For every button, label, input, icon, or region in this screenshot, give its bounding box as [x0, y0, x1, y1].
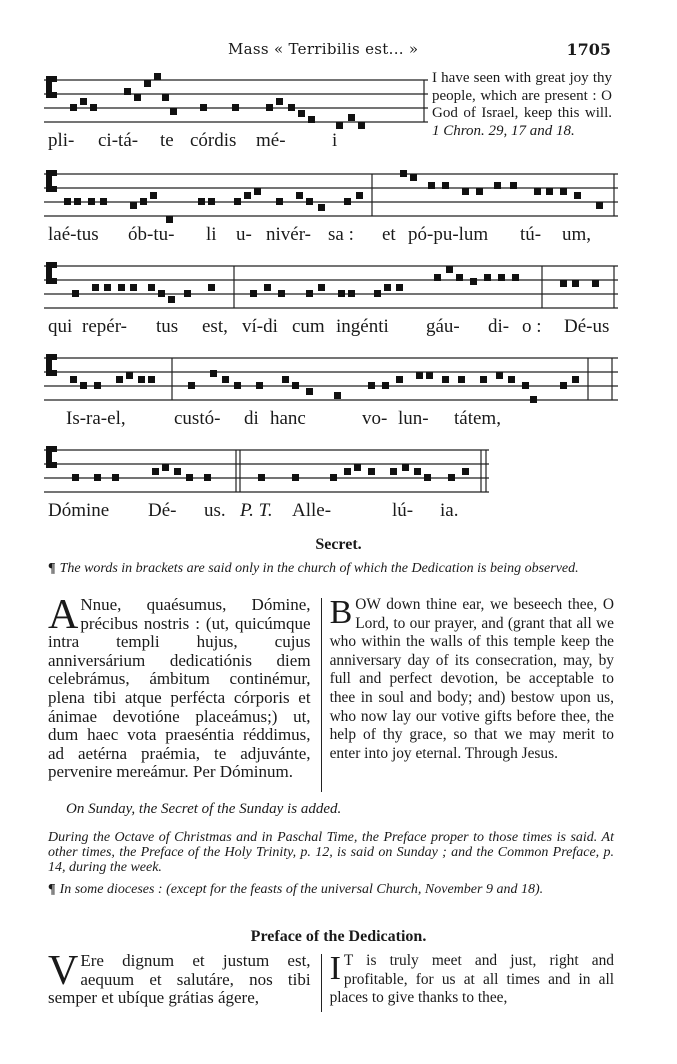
syllable: córdis: [190, 130, 237, 151]
syllable: gáu-: [426, 316, 460, 337]
pilcrow-icon: ¶: [48, 561, 56, 576]
dropcap: B: [329, 594, 353, 631]
syllable: Dé-us: [564, 316, 610, 337]
chant-staff-1: [44, 64, 428, 130]
syllable: um,: [562, 224, 592, 245]
column-divider: [321, 954, 322, 1012]
syllable: sa :: [328, 224, 354, 245]
syllable: te: [160, 130, 174, 151]
syllable: Alle-: [292, 500, 332, 521]
chant-staff-2: [44, 158, 618, 224]
preface-latin-text: Ere dignum et justum est, aequum et salutáre, nos tibi semper et ubíque grátias ágere,: [48, 951, 311, 1008]
syllable: ób-tu-: [128, 224, 175, 245]
running-head: [0, 40, 677, 62]
dropcap: V: [48, 948, 79, 994]
preface-latin: [48, 948, 317, 1012]
syllable: vo-: [362, 408, 388, 429]
chant-line-4: [44, 342, 618, 436]
syllable: custó-: [174, 408, 221, 429]
preface-english: [326, 952, 614, 1012]
syllable: ví-di: [242, 316, 278, 337]
column-divider: [321, 598, 322, 792]
chant-lyrics-1: [44, 130, 428, 158]
syllable: nivér-: [266, 224, 311, 245]
dropcap: A: [48, 592, 79, 638]
syllable: pli-: [48, 130, 75, 151]
preface-prayer: [48, 948, 614, 1012]
syllable: cum: [292, 316, 325, 337]
syllable: Dé-: [148, 500, 177, 521]
dioceses-rubric-text: In some dioceses : (except for the feasts of the universal Church, November 9 and 18).: [59, 882, 544, 897]
chant-lyrics-2: [44, 224, 618, 252]
syllable: lú-: [392, 500, 414, 521]
chant-staff-4: [44, 342, 618, 408]
syllable: tus: [156, 316, 179, 337]
preface-english-text: T is truly meet and just, right and profitable, for us at all times and in all places to give thanks to thee,: [329, 952, 614, 1007]
dropcap: I: [329, 950, 341, 987]
chant-lyrics-5: [44, 500, 618, 528]
dioceses-rubric: [48, 882, 614, 897]
syllable: est,: [202, 316, 228, 337]
secret-latin: [48, 592, 317, 792]
chant-staff-5: [44, 434, 618, 500]
secret-rubric-text: The words in brackets are said only in the church of which the Dedication is being observed.: [59, 561, 579, 576]
chant-staff-3: [44, 250, 618, 316]
syllable: i: [332, 130, 338, 151]
syllable: di-: [488, 316, 510, 337]
syllable: mé-: [256, 130, 286, 151]
verse-translation: [432, 70, 612, 140]
secret-rubric: [48, 561, 614, 576]
syllable: pó-pu-lum: [408, 224, 489, 245]
secret-prayer: [48, 592, 614, 792]
syllable: tátem,: [454, 408, 501, 429]
chant-lyrics-4: [44, 408, 618, 436]
running-title: Mass « Terribilis est... »: [228, 40, 419, 58]
syllable: lun-: [398, 408, 429, 429]
syllable: us.: [204, 500, 226, 521]
syllable: di: [244, 408, 259, 429]
chant-line-5: [44, 434, 618, 528]
syllable: qui: [48, 316, 73, 337]
syllable: Is-ra-el,: [66, 408, 126, 429]
secret-latin-text: Nnue, quaésumus, Dómine, précibus nostris : (ut, quicúmque intra templi hujus, cujus anniversárium dedicatiónis diem celebrámus, ámbitum continémur, plena tibi atque perfécta córporis et ánimae devotióne placeámus;) ut, dum haec vota praeséntia réddimus, ad aetérna praémia, te adjuvánte, pervenire mereámur. Per Dóminum.: [48, 595, 311, 782]
syllable: laé-tus: [48, 224, 99, 245]
syllable: ingénti: [336, 316, 389, 337]
chant-line-1: [44, 64, 428, 158]
pilcrow-icon: ¶: [48, 882, 56, 897]
preface-heading: Preface of the Dedication.: [250, 928, 427, 945]
chant-lyrics-3: [44, 316, 618, 344]
verse-reference: 1 Chron. 29, 17 and 18.: [432, 122, 575, 139]
syllable: Dómine: [48, 500, 110, 521]
syllable: repér-: [82, 316, 127, 337]
syllable: P. T.: [240, 500, 273, 521]
syllable: u-: [236, 224, 252, 245]
page-number: 1705: [566, 40, 611, 59]
secret-heading: Secret.: [315, 536, 362, 553]
syllable: et: [382, 224, 396, 245]
syllable: ia.: [440, 500, 459, 521]
verse-translation-text: I have seen with great joy thy people, which are present : O God of Israel, keep this will.: [432, 70, 612, 121]
chant-line-2: [44, 158, 618, 252]
secret-english-text: OW down thine ear, we beseech thee, O Lord, to our prayer, and (grant that all we who within the walls of this temple keep the anniversary day of its consecration, may, by full and perfect devotion, be acceptable to thee in soul and body; and) bestow upon us, who now lay our votive gifts before thee, the help of thy grace, so that we may merit to enter into joy eternal. Through Jesus.: [329, 596, 614, 762]
syllable: ci-tá-: [98, 130, 139, 151]
syllable: o :: [522, 316, 542, 337]
secret-english: [326, 596, 614, 792]
syllable: tú-: [520, 224, 542, 245]
syllable: li: [206, 224, 217, 245]
syllable: hanc: [270, 408, 306, 429]
sunday-rubric: On Sunday, the Secret of the Sunday is added.: [66, 801, 342, 817]
preface-rubric: During the Octave of Christmas and in Paschal Time, the Preface proper to those times is said. At other times, the Preface of the Holy Trinity, p. 12, is said on Sunday ; and the Common Preface, p. 14, during the week.: [48, 830, 614, 875]
chant-line-3: [44, 250, 618, 344]
